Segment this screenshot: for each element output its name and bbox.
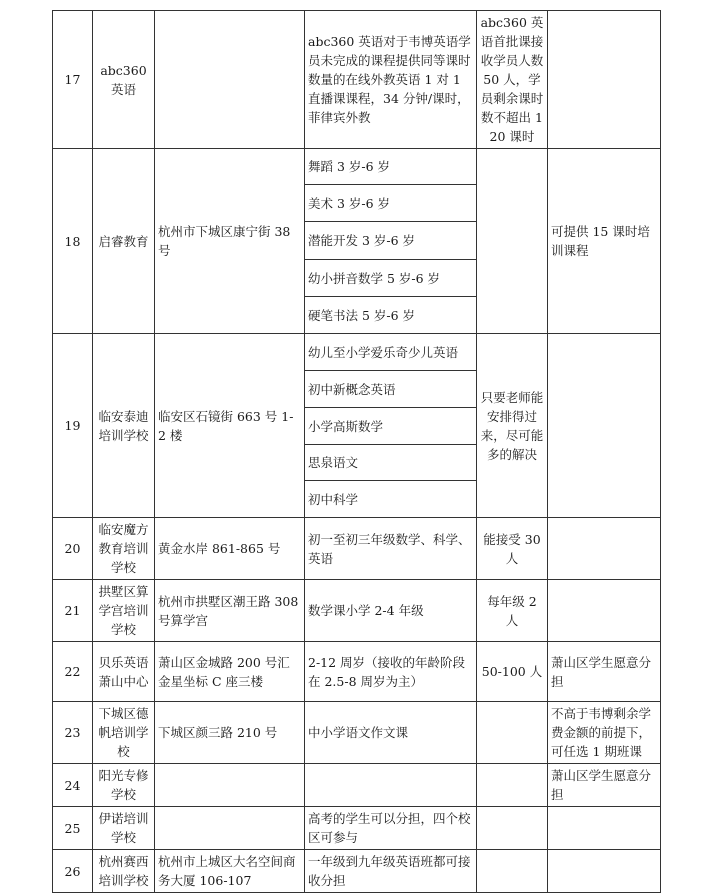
note-cell xyxy=(548,518,661,580)
school-address: 杭州市上城区大名空间商务大厦 106-107 xyxy=(155,850,305,893)
course-cell: abc360 英语对于韦博英语学员未完成的课程提供同等课时数量的在线外教英语 1 对 1 直播课课程，34 分钟/课时，菲律宾外教 xyxy=(305,11,477,149)
course-cell: 2-12 周岁（接收的年龄阶段在 2.5-8 周岁为主） xyxy=(305,642,477,702)
school-name: abc360 英语 xyxy=(93,11,155,149)
course-cell: 初一至初三年级数学、科学、英语 xyxy=(305,518,477,580)
school-name: 下城区德帆培训学校 xyxy=(93,702,155,764)
row-number: 22 xyxy=(53,642,93,702)
note-cell xyxy=(548,11,661,149)
course-cell: 初中科学 xyxy=(305,481,477,518)
school-address xyxy=(155,764,305,807)
school-address xyxy=(155,11,305,149)
school-address: 下城区颜三路 210 号 xyxy=(155,702,305,764)
school-name: 临安泰迪培训学校 xyxy=(93,334,155,518)
table-row xyxy=(53,580,661,642)
table-row xyxy=(53,807,661,850)
school-address xyxy=(155,807,305,850)
table-row xyxy=(53,850,661,893)
course-cell: 数学课小学 2-4 年级 xyxy=(305,580,477,642)
table-row xyxy=(53,702,661,764)
row-number: 18 xyxy=(53,149,93,334)
row-number: 17 xyxy=(53,11,93,149)
course-cell: 美术 3 岁-6 岁 xyxy=(305,185,477,222)
row-number: 19 xyxy=(53,334,93,518)
capacity-cell xyxy=(477,850,548,893)
table-row xyxy=(53,764,661,807)
row-number: 26 xyxy=(53,850,93,893)
school-address: 杭州市下城区康宁街 38 号 xyxy=(155,149,305,334)
course-cell: 初中新概念英语 xyxy=(305,371,477,408)
course-cell: 小学高斯数学 xyxy=(305,408,477,445)
note-cell: 萧山区学生愿意分担 xyxy=(548,764,661,807)
note-cell: 可提供 15 课时培训课程 xyxy=(548,149,661,334)
course-cell: 硬笔书法 5 岁-6 岁 xyxy=(305,297,477,334)
school-name: 阳光专修学校 xyxy=(93,764,155,807)
school-name: 贝乐英语萧山中心 xyxy=(93,642,155,702)
school-name: 启睿教育 xyxy=(93,149,155,334)
note-cell xyxy=(548,850,661,893)
school-address: 萧山区金城路 200 号汇金星坐标 C 座三楼 xyxy=(155,642,305,702)
row-number: 21 xyxy=(53,580,93,642)
school-name: 杭州赛西培训学校 xyxy=(93,850,155,893)
school-table xyxy=(52,10,661,893)
course-cell: 舞蹈 3 岁-6 岁 xyxy=(305,149,477,185)
capacity-cell xyxy=(477,149,548,334)
table-row xyxy=(53,518,661,580)
row-number: 23 xyxy=(53,702,93,764)
school-name: 拱墅区算学宫培训学校 xyxy=(93,580,155,642)
note-cell: 萧山区学生愿意分担 xyxy=(548,642,661,702)
table-row xyxy=(53,11,661,149)
row-number: 25 xyxy=(53,807,93,850)
course-cell: 潜能开发 3 岁-6 岁 xyxy=(305,222,477,260)
capacity-cell xyxy=(477,807,548,850)
course-cell: 高考的学生可以分担，四个校区可参与 xyxy=(305,807,477,850)
note-cell xyxy=(548,807,661,850)
row-number: 20 xyxy=(53,518,93,580)
table-row xyxy=(53,642,661,702)
note-cell xyxy=(548,580,661,642)
capacity-cell xyxy=(477,764,548,807)
course-cell xyxy=(305,764,477,807)
school-address: 黄金水岸 861-865 号 xyxy=(155,518,305,580)
course-cell: 一年级到九年级英语班都可接收分担 xyxy=(305,850,477,893)
capacity-cell: 只要老师能安排得过来，尽可能多的解决 xyxy=(477,334,548,518)
capacity-cell: abc360 英语首批课接收学员人数 50 人，学员剩余课时数不超出 120 课时 xyxy=(477,11,548,149)
capacity-cell: 每年级 2 人 xyxy=(477,580,548,642)
capacity-cell: 50-100 人 xyxy=(477,642,548,702)
school-address: 杭州市拱墅区潮王路 308 号算学宫 xyxy=(155,580,305,642)
note-cell: 不高于韦博剩余学费金额的前提下，可任选 1 期班课 xyxy=(548,702,661,764)
school-name: 临安魔方教育培训学校 xyxy=(93,518,155,580)
capacity-cell: 能接受 30 人 xyxy=(477,518,548,580)
school-address: 临安区石镜街 663 号 1-2 楼 xyxy=(155,334,305,518)
course-cell: 中小学语文作文课 xyxy=(305,702,477,764)
capacity-cell xyxy=(477,702,548,764)
course-cell: 幼儿至小学爱乐奇少儿英语 xyxy=(305,334,477,371)
school-name: 伊诺培训学校 xyxy=(93,807,155,850)
row-number: 24 xyxy=(53,764,93,807)
table-row xyxy=(53,334,661,371)
course-cell: 幼小拼音数学 5 岁-6 岁 xyxy=(305,260,477,297)
course-cell: 思泉语文 xyxy=(305,445,477,481)
note-cell xyxy=(548,334,661,518)
table-row xyxy=(53,149,661,185)
